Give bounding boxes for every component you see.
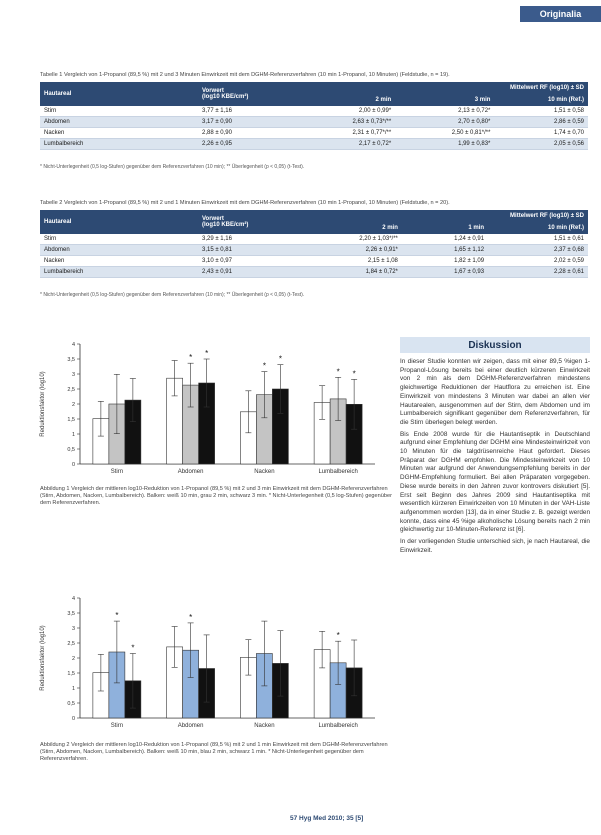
significance-asterisk: * bbox=[278, 354, 282, 364]
y-tick-label: 0 bbox=[71, 462, 75, 468]
table1-header-area: Hautareal bbox=[40, 82, 198, 106]
discussion-paragraph: Bis Ende 2008 wurde für die Hautantiseptik in Deutschland aufgrund einer Empfehlung der DGHM eine Mindesteinwirkzeit von 10 Minuten für die talgdrüsenreiche Haut gefordert. Dieses Präparat der DGHM empfohlen. Die Mindesteinwirkzeit von 10 Minuten war aufgrund der Anwendungsempfehlung bereits in der DGHM-Empfehlung formuliert. Bei allen Präparaten vorgegeben. Diese wurde bereits in den Jahren zuvor kontrovers diskutiert [5]. Erst seit Beginn des Jahres 2009 sind Hautantiseptika mit wesentlich kürzeren Einwirkzeiten von 10 Minuten in der VAH-Liste aufgenommen worden [13], da in einer Studie z. B. gezeigt werden konnte, dass eine 45 %ige alkoholische Lösung bereits nach 2 min gleichwertig zur 10-Minuten-Referenz ist [6]. bbox=[400, 430, 590, 534]
y-tick-label: 4 bbox=[71, 342, 75, 348]
figure1-caption: Abbildung 1 Vergleich der mittleren log10-Reduktion von 1-Propanol (89,5 %) mit 2 und 3 min Einwirkzeit mit dem DGHM-Referenzverfahren (Stirn, Abdomen, Nacken, Lumbalbereich). Balken: weiß 10 min, grau 2 min, schwarz 3 min. * Nicht-Unterlegenheit (0,5 log-Stufen) gegenüber dem Referenzverfahren. bbox=[40, 486, 392, 506]
table2-subheader: 2 min bbox=[296, 222, 402, 234]
y-tick-label: 0,5 bbox=[67, 447, 75, 453]
table2-subheader: 10 min (Ref.) bbox=[488, 222, 588, 234]
y-tick-label: 1 bbox=[71, 686, 75, 692]
table2-subheader: 1 min bbox=[402, 222, 488, 234]
table1-header-pre: Vorwert (log10 KBE/cm²) bbox=[198, 82, 296, 106]
figure2-caption: Abbildung 2 Vergleich der mittleren log10-Reduktion von 1-Propanol (89,5 %) mit 2 und 1 min Einwirkzeit mit dem DGHM-Referenzverfahren (Stirn, Abdomen, Nacken, Lumbalbereich). Balken: weiß 10 min, blau 2 min, schwarz 1 min. * Nicht-Unterlegenheit gegenüber dem Referenzverfahren. bbox=[40, 742, 388, 762]
significance-asterisk: * bbox=[336, 631, 340, 641]
significance-asterisk: * bbox=[336, 367, 340, 377]
table-row: Nacken 3,10 ± 0,97 2,15 ± 1,08 1,82 ± 1,09 2,02 ± 0,59 bbox=[40, 256, 588, 267]
journal-header bbox=[0, 0, 601, 28]
discussion-text bbox=[400, 358, 590, 555]
x-tick-label: Abdomen bbox=[177, 469, 204, 475]
significance-asterisk: * bbox=[189, 612, 193, 622]
y-tick-label: 2 bbox=[71, 402, 75, 408]
table2-caption: Tabelle 2 Vergleich von 1-Propanol (89,5 %) mit 2 und 1 Minuten Einwirkzeit mit dem DGHM-Referenzverfahren (10 min 1-Propanol, 10 Minuten) (Feldstudie, n = 20). bbox=[40, 200, 450, 206]
table-row: Lumbalbereich 2,26 ± 0,95 2,17 ± 0,72* 1,99 ± 0,83* 2,05 ± 0,56 bbox=[40, 139, 588, 150]
y-tick-label: 3 bbox=[71, 372, 75, 378]
y-tick-label: 1 bbox=[71, 432, 75, 438]
significance-asterisk: * bbox=[115, 611, 119, 621]
y-tick-label: 2,5 bbox=[67, 387, 75, 393]
section-label: Originalia bbox=[520, 6, 601, 22]
x-tick-label: Stirn bbox=[110, 723, 124, 729]
x-tick-label: Nacken bbox=[254, 723, 275, 729]
table1-subheader: 2 min bbox=[296, 94, 395, 106]
table2 bbox=[40, 210, 588, 278]
table-row: Lumbalbereich 2,43 ± 0,91 1,84 ± 0,72* 1,67 ± 0,93 2,28 ± 0,61 bbox=[40, 267, 588, 278]
table2-footnote: * Nicht-Unterlegenheit (0,5 log-Stufen) gegenüber dem Referenzverfahren (10 min); ** Überlegenheit (p < 0,05) (t-Test). bbox=[40, 292, 305, 298]
y-axis-label: Reduktionsfaktor (log10) bbox=[40, 625, 46, 691]
y-tick-label: 1,5 bbox=[67, 671, 75, 677]
figure1-chart bbox=[30, 336, 390, 484]
significance-asterisk: * bbox=[205, 349, 209, 358]
discussion-paragraph: In dieser Studie konnten wir zeigen, dass mit einer 89,5 %igen 1-Propanol-Lösung bereits bei einer deutlich kürzeren Einwirkzeit von 2 min als dem DGHM-Referenzverfahren mindestens gleichwertige Reduktionen der Hautflora zu erreichen ist. Eine Einwirkzeit von mindestens 3 Minuten war dabei an allen vier Hautarealen, ausgenommen auf der Stirn, dem Abdomen und im Lumbalbereich signifikant gegenüber dem Referenzverfahren, für die Stirn überlegen belegt werden. bbox=[400, 358, 590, 426]
y-tick-label: 3,5 bbox=[67, 611, 75, 617]
table2-header-mean: Mittelwert RF (log10) ± SD bbox=[296, 210, 588, 222]
y-tick-label: 4 bbox=[71, 596, 75, 602]
table1-header-mean: Mittelwert RF (log10) ± SD bbox=[296, 82, 588, 94]
y-tick-label: 1,5 bbox=[67, 417, 75, 423]
discussion-paragraph: In der vorliegenden Studie unterschied sich, je nach Hautareal, die Einwirkzeit. bbox=[400, 538, 590, 554]
table-row: Abdomen 3,15 ± 0,81 2,26 ± 0,91* 1,65 ± 1,12 2,37 ± 0,68 bbox=[40, 245, 588, 256]
table-row: Abdomen 3,17 ± 0,90 2,63 ± 0,73*/** 2,70 ± 0,80* 2,86 ± 0,59 bbox=[40, 117, 588, 128]
x-tick-label: Nacken bbox=[254, 469, 275, 475]
significance-asterisk: * bbox=[189, 353, 193, 363]
table1 bbox=[40, 82, 588, 150]
x-tick-label: Abdomen bbox=[177, 723, 204, 729]
table1-subheader: 10 min (Ref.) bbox=[494, 94, 588, 106]
x-tick-label: Stirn bbox=[110, 469, 124, 475]
y-tick-label: 2,5 bbox=[67, 641, 75, 647]
significance-asterisk: * bbox=[352, 369, 356, 379]
table1-footnote: * Nicht-Unterlegenheit (0,5 log-Stufen) gegenüber dem Referenzverfahren (10 min); ** Überlegenheit (p < 0,05) (t-Test). bbox=[40, 164, 305, 170]
y-tick-label: 0 bbox=[71, 716, 75, 722]
y-tick-label: 0,5 bbox=[67, 701, 75, 707]
significance-asterisk: * bbox=[262, 361, 266, 371]
x-tick-label: Lumbalbereich bbox=[318, 723, 358, 729]
table-row: Stirn 3,29 ± 1,16 2,20 ± 1,03*/** 1,24 ± 0,91 1,51 ± 0,61 bbox=[40, 234, 588, 245]
table1-caption: Tabelle 1 Vergleich von 1-Propanol (89,5 %) mit 2 und 3 Minuten Einwirkzeit mit dem DGHM-Referenzverfahren (10 min 1-Propanol, 10 Minuten) (Feldstudie, n = 19). bbox=[40, 72, 450, 78]
page-footer: 57 Hyg Med 2010; 35 [5] bbox=[290, 815, 364, 822]
y-tick-label: 2 bbox=[71, 656, 75, 662]
table2-header-pre: Vorwert (log10 KBE/cm²) bbox=[198, 210, 296, 234]
table-row: Nacken 2,88 ± 0,90 2,31 ± 0,77*/** 2,50 ± 0,81*/** 1,74 ± 0,70 bbox=[40, 128, 588, 139]
discussion-title: Diskussion bbox=[400, 337, 590, 353]
table2-header-area: Hautareal bbox=[40, 210, 198, 234]
y-tick-label: 3 bbox=[71, 626, 75, 632]
figure2-chart bbox=[30, 590, 390, 738]
y-axis-label: Reduktionsfaktor (log10) bbox=[40, 371, 46, 437]
x-tick-label: Lumbalbereich bbox=[318, 469, 358, 475]
y-tick-label: 3,5 bbox=[67, 357, 75, 363]
table1-subheader: 3 min bbox=[395, 94, 494, 106]
table-row: Stirn 3,77 ± 1,16 2,00 ± 0,99* 2,13 ± 0,72* 1,51 ± 0,58 bbox=[40, 106, 588, 117]
significance-asterisk: * bbox=[131, 643, 135, 653]
